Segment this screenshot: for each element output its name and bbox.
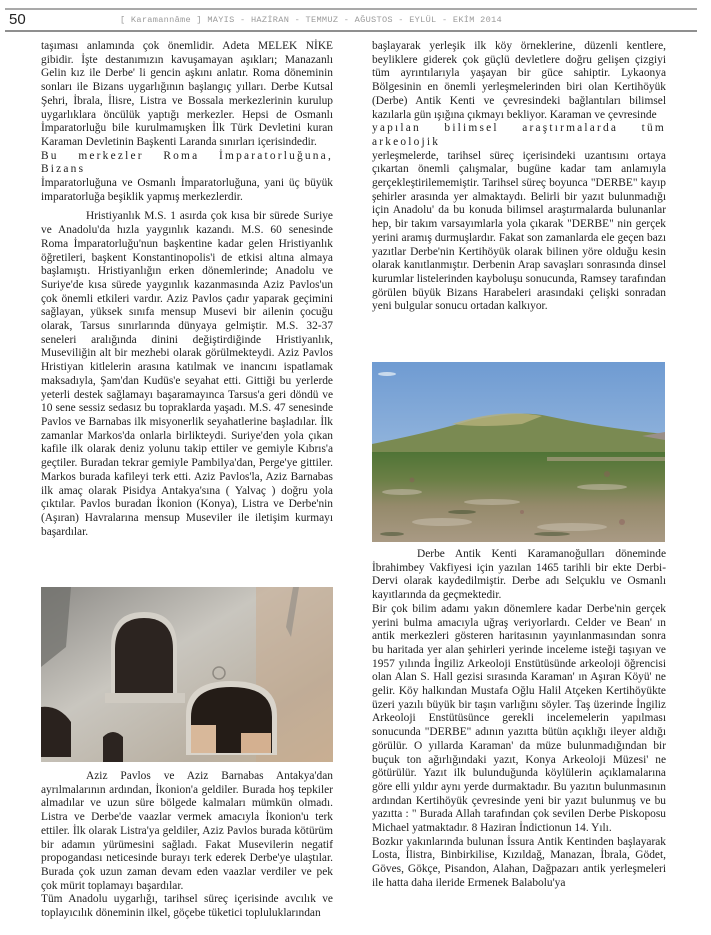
left-column	[41, 40, 333, 539]
paragraph: Aziz Pavlos ve Aziz Barnabas Antakya'dan ayrılmalarının ardından, İkonion'a geldiler. Burada hoş tepkiler almadılar ve uzun süre bölgede kalmaları mümkün olmadı. Listra ve Derbe'de vaazlar vermek amacıyla İkonion'u terk ettiler. İlk olarak Listra'ya geldiler, Aziz Pavlos burada kötürüm bir adamın yürümesini sağladı. Fakat Musevilerin negatif propogandası neticesinde burayı terk ederek Derbe'ye ulaştılar. Burada çok uzun zaman devam eden vaazlar verdiler ve pek çok mürit toplamayı başardılar.	[41, 770, 333, 892]
paragraph: İmparatorluğuna ve Osmanlı İmparatorluğuna, yani üç büyük imparatorluğa beşiklik yapmış merkezlerdir.	[41, 177, 333, 203]
paragraph: Hristiyanlık M.S. 1 asırda çok kısa bir sürede Suriye ve Anadolu'da hızla yaygınlık kazandı. M.S. 60 senesinde Roma İmparatorluğu'nun başkentine kadar gelen Hristiyanlık öğretileri, başkent Konstantinopolis'i de etkisi altına almaya başlamıştı. Hristiyanlığın erken dönemlerinde; Anadolu ve Suriye'de kısa sürede yaygınlık kazanmasında Aziz Pavlos'un çok önemli etkileri vardır. Aziz Pavlos çadır yaparak geçimini sağlayan, yüksek sınıfa mensup Musevi bir ailenin çocuğu olarak, Tarsus sınırlarında dünyaya gelmiştir. M.S. 32-37 seneleri aralığında dinini değiştirdiğinde Hristiyanlık, Museviliğin alt bir mezhebi olarak görülmekteydi. Aziz Pavlos Hristiyan kitlelerin arasına katılmak ve inancını ispatlamak maksadıyla, Şam'dan Kudüs'e seyahat etti. Gittiği bu yerlerde yeterli destek sağlamayı başaramayınca Tarsus'a geri döndü ve 10 sene sessiz sedasız bu topraklarda yaşadı. M.S. 47 senesinde Pavlos ve Barnabas ilk misyonerlik seyahatlerine başladılar. İlk zamanlar Markos'da onlarla birlikteydi. Suriye'den yola çıkan kafile ilk olarak deniz yolunu takip ettiler ve gemiyle Kıbrıs'a geçtiler. Buradan tekrar gemiyle Pambilya'dan, Perge'ye gittiler. Markos burada kafileyi terk etti. Aziz Pavlos'la, Aziz Barnabas ilk amaç olarak Pisidya Antakya'sına ( Yalvaç ) doğru yola çıktılar. Pavlos buradan İkonion (Konya), Listra ve Derbe'nin (Aşıran) Havralarına mensup Museviler ile iletişim kurmayı başardılar.	[41, 210, 333, 538]
paragraph: Tüm Anadolu uygarlığı, tarihsel süreç içerisinde avcılık ve toplayıcılık döneminin ilkel, göçebe tüketici topluluklarından	[41, 893, 333, 920]
right-column	[372, 40, 666, 314]
paragraph: başlayarak yerleşik ilk köy örneklerine, düzenli kentlere, beyliklere giderek çok güçlü devletlere doğru gelişen çizgiyi tüm ayrıntılarıyla yaşayan bir güce sahiptir. Lykaonya Bölgesinin en önemli yerleşmelerinden biri olan Kertihöyük (Derbe) Antik Kenti ve çevresindeki bağlantıları bilimsel kazılarla gün ışığına çıkmayı bekliyor. Karaman ve çevresinde	[372, 40, 666, 121]
kertihoyuk-mound-photo	[372, 362, 665, 542]
paragraph: Derbe Antik Kenti Karamanoğulları döneminde İbrahimbey Vakfiyesi için yazılan 1465 tarihli bir ekte Derbi-Dervi olarak kaydedilmiştir. Derbe adı Selçuklu ve Osmanlı kayıtlarında da geçmektedir.	[372, 548, 666, 602]
running-title: [ Karamannâme ] MAYIS - HAZİRAN - TEMMUZ - AĞUSTOS - EYLÜL - EKİM 2014	[120, 15, 502, 25]
rock-tombs-illustration	[41, 587, 333, 762]
mound-landscape-illustration	[372, 362, 665, 542]
paragraph: yerleşmelerde, tarihsel süreç içerisindeki uzantısını ortaya çıkartan önemli çalışmalar, bugüne kadar tam anlamıyla gerçekleştirilememiştir. Tarihsel süreç boyunca "DERBE" kayıp şehirler arasında yer almaktaydı. Belirli bir yazıt bulunmadığı için Anadolu' da bu konuda bilimsel araştırmalarda bulunanlar hep, bir takım varsayımlarla yola çıkarak "DERBE" nin gerçek yerini aramış durmuşlardır. Fakat son zamanlarda ele geçen bazı yazıtlar Derbe'nin Kertihöyük olarak bilinen yöre olduğu kesin olarak kanıtlanmıştır. Derbenin Arap savaşları sonrasında dinsel kurumlar listelerinden kayboluşu sonucunda, Ramsey tarafından görülen büyük Bizans Harabeleri arasındaki çelişki sonradan yeni bulgular sonucu ortadan kalkıyor.	[372, 149, 666, 313]
page-number: 50	[9, 11, 26, 28]
page-header	[5, 8, 697, 32]
paragraph: Bir çok bilim adamı yakın dönemlere kadar Derbe'nin gerçek yerini bulma amacıyla uğraş veriyorlardı. Celder ve Bean' ın antik merkezleri gösteren haritasının yayınlanmasından sonra bu haritada yer alan şehirleri yerinde inceleme isteği taşıyan ve 1957 yılında İngiliz Arkeoloji Enstütüsünde arkeoloji öğrencisi olan Alan S. Hall gezisi sırasında Karaman' ın Aşıran Köyü' ne gelir. Köy halkından Mustafa Oğlu Halil Atçeken Kertihöyükte üzeri yazılı büyük bir taşın varlığını söyler. Taş üzerinde İngiliz Arkeoloji Enstütüsünce gerekli incelemelerin yapılması sonucunda "DERBE" adının yazıtta bütün açıklığı ileyer aldığı görülür. O yıllarda Karaman' da müze bulunmadığından bir buçuk ton ağırlığındaki yazıt, Konya Arkeoloji Müzesi' ne götürülür. Yazıt ilk bulunduğunda köylülerin açıklamalarına göre elli yıldır aynı yerde durmaktadır. Bu yazıtın bulunmasının ardından Kertihöyük çevresinde yeni bir yazıt bulunmuş ve bu yazıtta : " Burada Allah tarafından çok sevilen Derbe Piskoposu Michael yatmaktadır. 8 Haziran İndictionun 14. Yılı.	[372, 602, 666, 835]
paragraph-spaced-line: yapılan bilimsel araştırmalarda tüm arkeolojik	[372, 122, 666, 148]
paragraph: Bozkır yakınlarında bulunan İssura Antik Kentinden başlayarak Losta, İlistra, Binbirkilise, Kızıldağ, Manazan, İbrala, Gödet, Göves, Gökçe, Pisandon, Alahan, Dağpazarı antik yerleşmeleri ile hatta daha ileride Ermenek Balabolu'ya	[372, 835, 666, 889]
left-column-continued	[41, 770, 333, 921]
paragraph-spaced-line: Bu merkezler Roma İmparatorluğuna, Bizans	[41, 149, 333, 176]
right-column-continued	[372, 548, 666, 891]
rock-tombs-photo	[41, 587, 333, 762]
paragraph: taşıması anlamında çok önemlidir. Adeta MELEK NİKE gibidir. İşte destanımızın kavuşamayan aşıkları; Manazanlı Gelin kız ile Derbe' li gencin aşkını anlatır. Roma döneminin sonları ile Bizans uygarlığının başlangıç yılları. Derbe Kutsal Şehri, İbrala, İlisre, Listra ve Bossala merkezlerinin kurulup uygarlıklara öncülük yaptığı merkezler. Hepsi de Osmanlı İmparatorluğu bile kurulmamışken İlk Türk Devletini kuran Karaman Devletinin Başkenti Laranda sınırları içerisindedir.	[41, 40, 333, 148]
